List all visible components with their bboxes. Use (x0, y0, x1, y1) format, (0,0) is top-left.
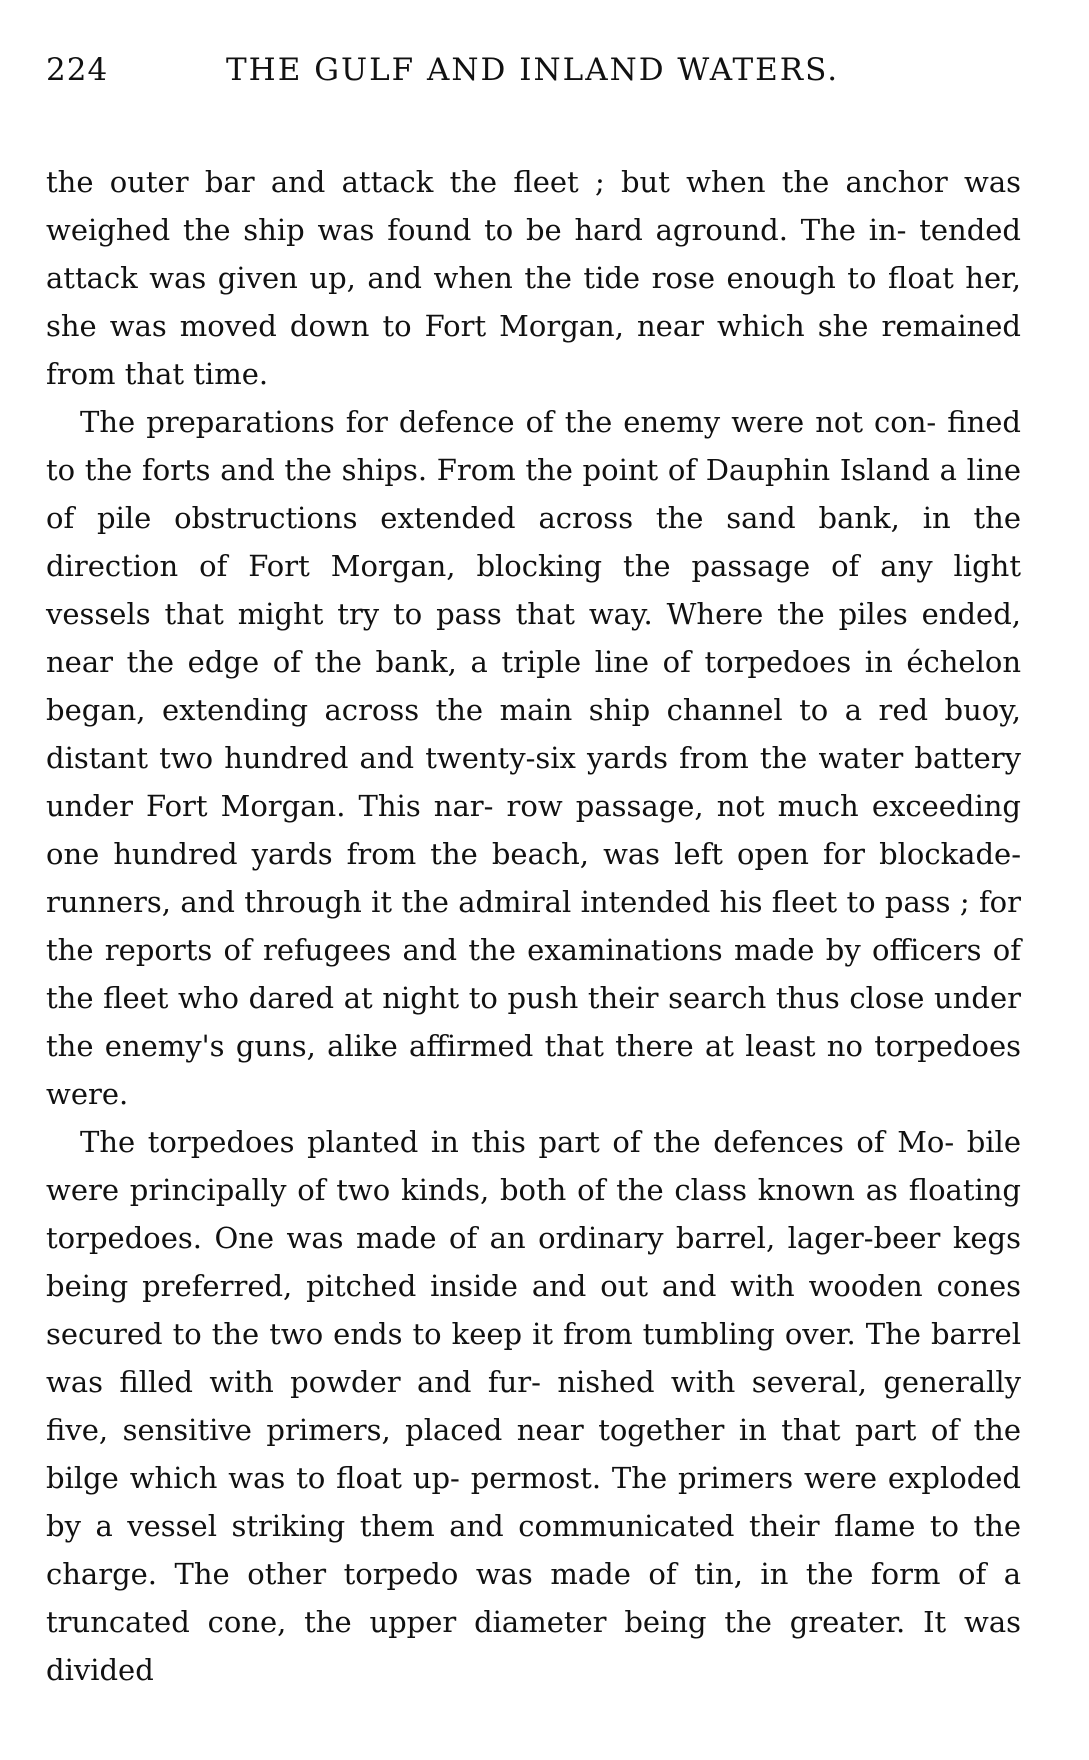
page-number: 224 (46, 52, 109, 88)
body-text (46, 158, 1021, 1694)
running-title: THE GULF AND INLAND WATERS. (226, 52, 840, 88)
paragraph-continuation: the outer bar and attack the fleet ; but when the anchor was weighed the ship was found to be hard aground. The in- tended attack was given up, and when the tide rose enough to float her, she was moved down to Fort Morgan, near which she remained from that time. (46, 165, 1021, 391)
running-head (46, 40, 1021, 96)
paragraph-torpedoes: The torpedoes planted in this part of the defences of Mo- bile were principally of two kinds, both of the class known as floating torpedoes. One was made of an ordinary barrel, lager-beer kegs being preferred, pitched inside and out and with wooden cones secured to the two ends to keep it from tumbling over. The barrel was filled with powder and fur- nished with several, generally five, sensitive primers, placed near together in that part of the bilge which was to float up- permost. The primers were exploded by a vessel striking them and communicated their flame to the charge. The other torpedo was made of tin, in the form of a truncated cone, the upper diameter being the greater. It was divided (46, 1125, 1021, 1687)
paragraph-defences: The preparations for defence of the enemy were not con- fined to the forts and the ships. From the point of Dauphin Island a line of pile obstructions extended across the sand bank, in the direction of Fort Morgan, blocking the passage of any light vessels that might try to pass that way. Where the piles ended, near the edge of the bank, a triple line of torpedoes in échelon began, extending across the main ship channel to a red buoy, distant two hundred and twenty-six yards from the water battery under Fort Morgan. This nar- row passage, not much exceeding one hundred yards from the beach, was left open for blockade-runners, and through it the admiral intended his fleet to pass ; for the reports of refugees and the examinations made by officers of the fleet who dared at night to push their search thus close under the enemy's guns, alike affirmed that there at least no torpedoes were. (46, 405, 1021, 1111)
book-page (46, 40, 1021, 1694)
